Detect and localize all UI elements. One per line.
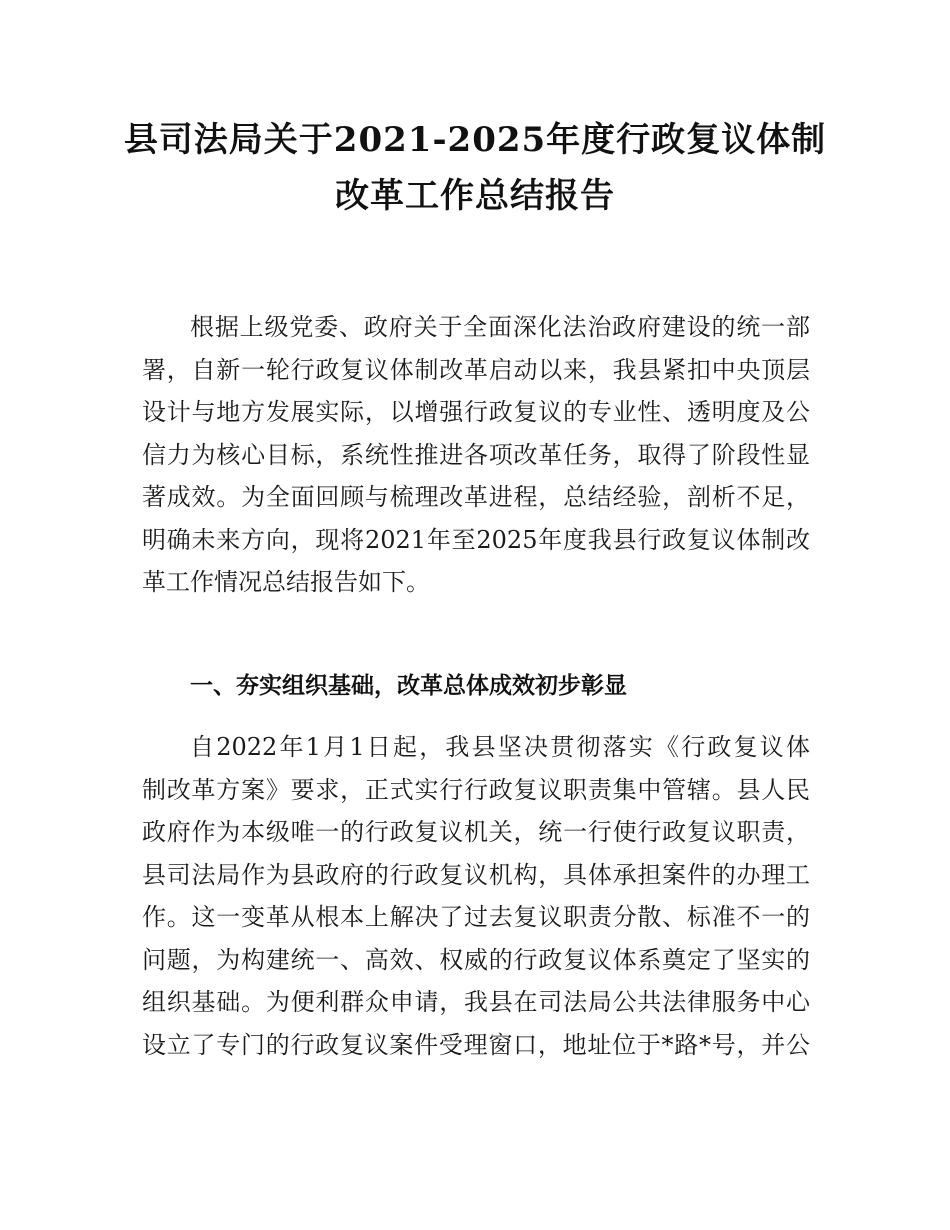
paragraph-line: 县司法局作为县政府的行政复议机构，具体承担案件的办理工: [142, 860, 810, 889]
paragraph-line: 根据上级党委、政府关于全面深化法治政府建设的统一部: [190, 313, 810, 341]
paragraph-line: 政府作为本级唯一的行政复议机关，统一行使行政复议职责，: [142, 818, 810, 846]
section-paragraph: [142, 726, 810, 1066]
paragraph-line: 问题，为构建统一、高效、权威的行政复议体系奠定了坚实的: [142, 945, 810, 974]
paragraph-line: 设计与地方发展实际，以增强行政复议的专业性、透明度及公: [142, 398, 810, 426]
paragraph-line: 作。这一变革从根本上解决了过去复议职责分散、标准不一的: [142, 903, 810, 931]
paragraph-line: 署，自新一轮行政复议体制改革启动以来，我县紧扣中央顶层: [142, 355, 810, 384]
section-heading: 一、夯实组织基础，改革总体成效初步彰显: [190, 673, 627, 699]
paragraph-line: 自2022年1月1日起，我县坚决贯彻落实《行政复议体: [190, 733, 810, 761]
document-title: [120, 112, 830, 224]
paragraph-line: 制改革方案》要求，正式实行行政复议职责集中管辖。县人民: [142, 775, 810, 804]
paragraph-line: 组织基础。为便利群众申请，我县在司法局公共法律服务中心: [142, 988, 810, 1016]
paragraph-line: 革工作情况总结报告如下。: [142, 568, 430, 596]
paragraph-line: 信力为核心目标，系统性推进各项改革任务，取得了阶段性显: [142, 440, 810, 469]
title-line-1: 县司法局关于2021-2025年度行政复议体制: [123, 120, 827, 160]
intro-paragraph: [142, 306, 810, 604]
paragraph-line: 设立了专门的行政复议案件受理窗口，地址位于*路*号，并公: [142, 1030, 810, 1059]
paragraph-line: 著成效。为全面回顾与梳理改革进程，总结经验，剖析不足，: [142, 483, 810, 511]
paragraph-line: 明确未来方向，现将2021年至2025年度我县行政复议体制改: [142, 525, 810, 554]
title-line-2: 改革工作总结报告: [335, 176, 615, 216]
